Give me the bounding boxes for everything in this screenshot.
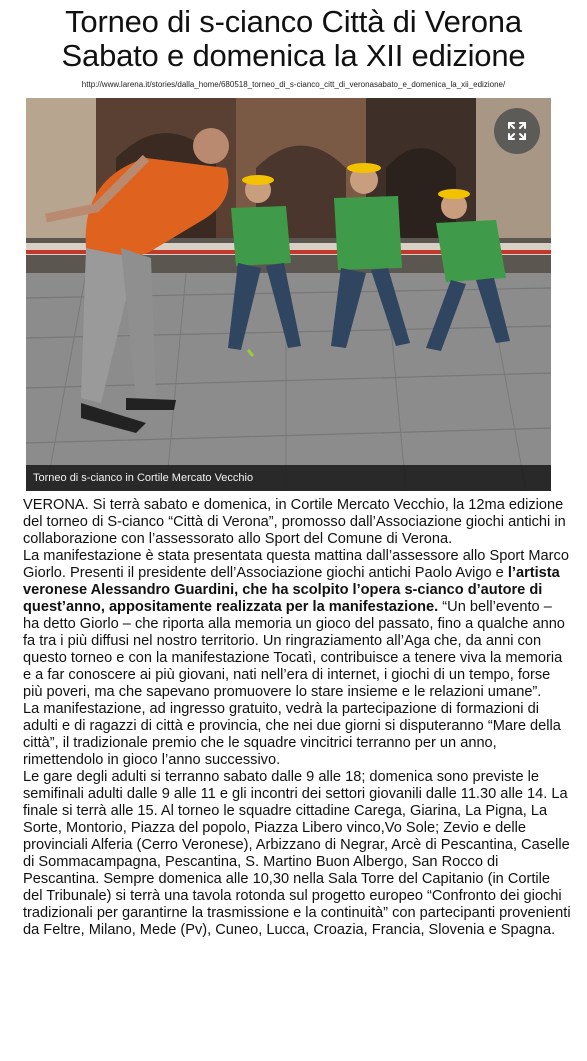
article-paragraph-3: La manifestazione, ad ingresso gratuito, vedrà la partecipazione di formazioni di adulti e di ragazzi di città e provincia, che nei due giorni si disputeranno “Mare della città”, il tradizionale premio che le squadre vincitrici terranno per un anno, rimettendolo in gioco l’anno successivo. [23,701,561,768]
paragraph-2-bold: l’artista veronese Alessandro Guardini, che ha scolpito l’opera s-cianco d’autore di quest’anno, appositamente realizzata per la manifestazione. [23,565,560,615]
article-photo [26,98,551,491]
article-paragraph-4: Le gare degli adulti si terranno sabato dalle 9 alle 18; domenica sono previste le semifinali adulti dalle 9 alle 11 e gli incontri dei settori giovanili dalle 11.30 alle 14. La finale si terrà alle 15. Al torneo le squadre cittadine Carega, Giarina, La Pigna, La Sorte, Montorio, Piazza del popolo, Piazza Libero vinco,Vo Sole; Zevio e delle provinciali Alferia (Cerro Veronese), Arbizzano di Negrar, Arcè di Pescantina, Caselle di Sommacampagna, Pescantina, S. Martino Buon Albergo, San Rocco di Pescantina. Sempre domenica alle 10,30 nella Sala Torre del Capitanio (in Cortile del Tribunale) si terrà una tavola rotonda sul progetto europeo “Confronto dei giochi tradizionali per garantirne la trasmissione e la continuità” con partecipanti provenienti da Feltre, Milano, Mede (Pv), Cuneo, Lucca, Croazia, Francia, Slovenia e Spagna. [23,769,571,938]
photo-caption: Torneo di s-cianco in Cortile Mercato Vecchio [26,465,551,491]
article-paragraph-2 [23,548,571,701]
headline-line-1: Torneo di s-cianco Città di Verona [65,4,522,39]
article-body [23,497,571,939]
headline-line-2: Sabato e domenica la XII edizione [61,38,526,73]
expand-photo-button[interactable] [494,108,540,154]
paragraph-2-intro: La manifestazione è stata presentata questa mattina dall’assessore allo Sport Marco Giorlo. Presenti il presidente dell’Associazione giochi antichi Paolo Avigo e [23,548,569,581]
paragraph-2-quote: “Un bell’evento – ha detto Giorlo – che riporta alla memoria un gioco del passato, fino a qualche anno fa tra i più diffusi nel nostro territorio. Un ringraziamento all’Aga che, da anni con questo torneo e con la manifestazione Tocatì, contribuisce a tenere viva la memoria e a far conoscere ai più giovani, nati nell’era di internet, i giochi di un tempo, forse più poveri, ma che sapevano promuovere lo stare insieme e le relazioni umane”. [23,599,565,700]
source-url[interactable]: http://www.larena.it/stories/dalla_home/680518_torneo_di_s-cianco_citt_di_veronasabato_e_domenica_la_xii_edizione/ [81,80,506,89]
article-paragraph-1: VERONA. Si terrà sabato e domenica, in Cortile Mercato Vecchio, la 12ma edizione del torneo di S-cianco “Città di Verona”, promosso dall’Associazione giochi antichi in collaborazione con l’assessorato allo Sport del Comune di Verona. [23,497,566,547]
expand-arrows-icon [507,121,527,141]
